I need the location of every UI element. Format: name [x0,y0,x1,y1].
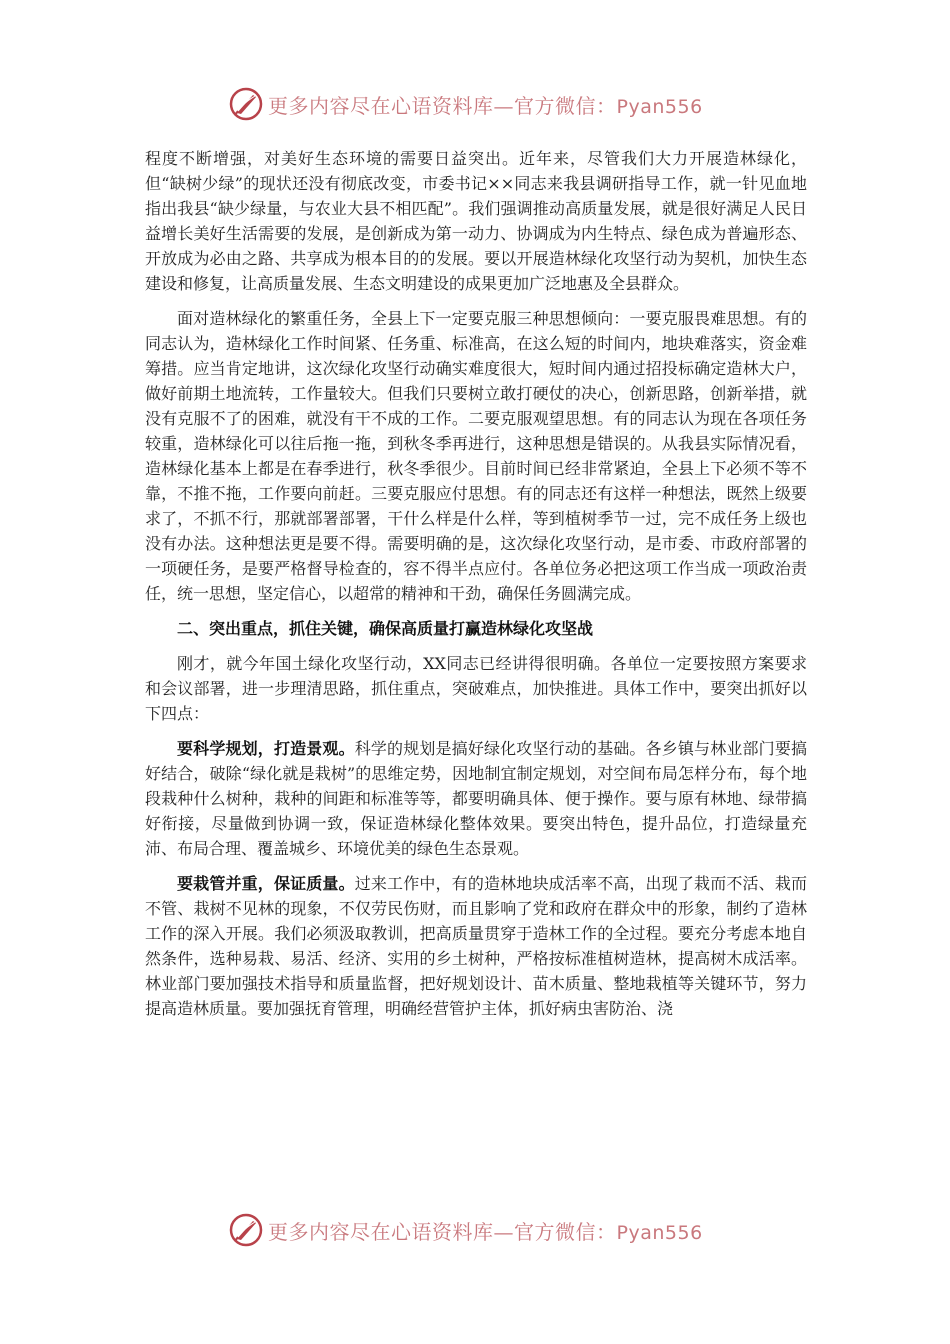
paragraph-5 [145,871,807,1021]
paragraph-3: 刚才，就今年国土绿化攻坚行动，XX同志已经讲得很明确。各单位一定要按照方案要求和会议部署，进一步理清思路，抓住重点，突破难点，加快推进。具体工作中，要突出抓好以下四点： [145,654,807,723]
document-body [145,146,807,1031]
paragraph-4-body: 科学的规划是搞好绿化攻坚行动的基础。各乡镇与林业部门要搞好结合，破除“绿化就是栽树”的思维定势，因地制宜制定规划，对空间布局怎样分布，每个地段栽种什么树种，栽种的间距和标准等等，都要明确具体、便于操作。要与原有林地、绿带搞好衔接，尽量做到协调一致，保证造林绿化整体效果。要突出特色，提升品位，打造绿量充沛、布局合理、覆盖城乡、环境优美的绿色生态景观。 [145,739,807,858]
footer-banner [0,1208,950,1252]
banner-text: 更多内容尽在心语资料库—官方微信： [268,93,617,118]
footer-banner-text: 更多内容尽在心语资料库—官方微信： [268,1219,617,1244]
paragraph-4 [145,736,807,861]
header-banner [0,82,950,126]
banner-wechat-id: Pyan556 [616,95,703,118]
paragraph-1: 程度不断增强，对美好生态环境的需要日益突出。近年来，尽管我们大力开展造林绿化，但“缺树少绿”的现状还没有彻底改变，市委书记××同志来我县调研指导工作，就一针见血地指出我县“缺少绿量，与农业大县不相匹配”。我们强调推动高质量发展，就是很好满足人民日益增长美好生活需要的发展，是创新成为第一动力、协调成为内生特点、绿色成为普遍形态、开放成为必由之路、共享成为根本目的的发展。要以开展造林绿化攻坚行动为契机，加快生态建设和修复，让高质量发展、生态文明建设的成果更加广泛地惠及全县群众。 [145,149,807,293]
quill-logo-icon [228,86,264,122]
footer-banner-wechat-id: Pyan556 [616,1221,703,1244]
paragraph-2: 面对造林绿化的繁重任务，全县上下一定要克服三种思想倾向：一要克服畏难思想。有的同志认为，造林绿化工作时间紧、任务重、标准高，在这么短的时间内，地块难落实，资金难筹措。应当肯定地讲，这次绿化攻坚行动确实难度很大，短时间内通过招投标确定造林大户，做好前期土地流转，工作量较大。但我们只要树立敢打硬仗的决心，创新思路，创新举措，就没有克服不了的困难，就没有干不成的工作。二要克服观望思想。有的同志认为现在各项任务较重，造林绿化可以往后拖一拖，到秋冬季再进行，这种思想是错误的。从我县实际情况看，造林绿化基本上都是在春季进行，秋冬季很少。目前时间已经非常紧迫，全县上下必须不等不靠，不推不拖，工作要向前赶。三要克服应付思想。有的同志还有这样一种想法，既然上级要求了，不抓不行，那就部署部署，干什么样是什么样，等到植树季节一过，完不成任务上级也没有办法。这种想法更是要不得。需要明确的是，这次绿化攻坚行动，是市委、市政府部署的一项硬任务，是要严格督导检查的，容不得半点应付。各单位务必把这项工作当成一项政治责任，统一思想，坚定信心，以超常的精神和干劲，确保任务圆满完成。 [145,309,807,603]
paragraph-4-lead: 要科学规划，打造景观。 [177,739,355,758]
paragraph-5-body: 过来工作中，有的造林地块成活率不高，出现了栽而不活、栽而不管、栽树不见林的现象，不仅劳民伤财，而且影响了党和政府在群众中的形象，制约了造林工作的深入开展。我们必须汲取教训，把高质量贯穿于造林工作的全过程。要充分考虑本地自然条件，选种易栽、易活、经济、实用的乡土树种，严格按标准植树造林，提高树木成活率。林业部门要加强技术指导和质量监督，把好规划设计、苗木质量、整地栽植等关键环节，努力提高造林质量。要加强抚育管理，明确经营管护主体，抓好病虫害防治、浇 [145,874,807,1018]
quill-logo-icon [228,1212,264,1248]
section-heading: 二、突出重点，抓住关键，确保高质量打赢造林绿化攻坚战 [177,619,594,638]
paragraph-5-lead: 要栽管并重，保证质量。 [177,874,355,893]
